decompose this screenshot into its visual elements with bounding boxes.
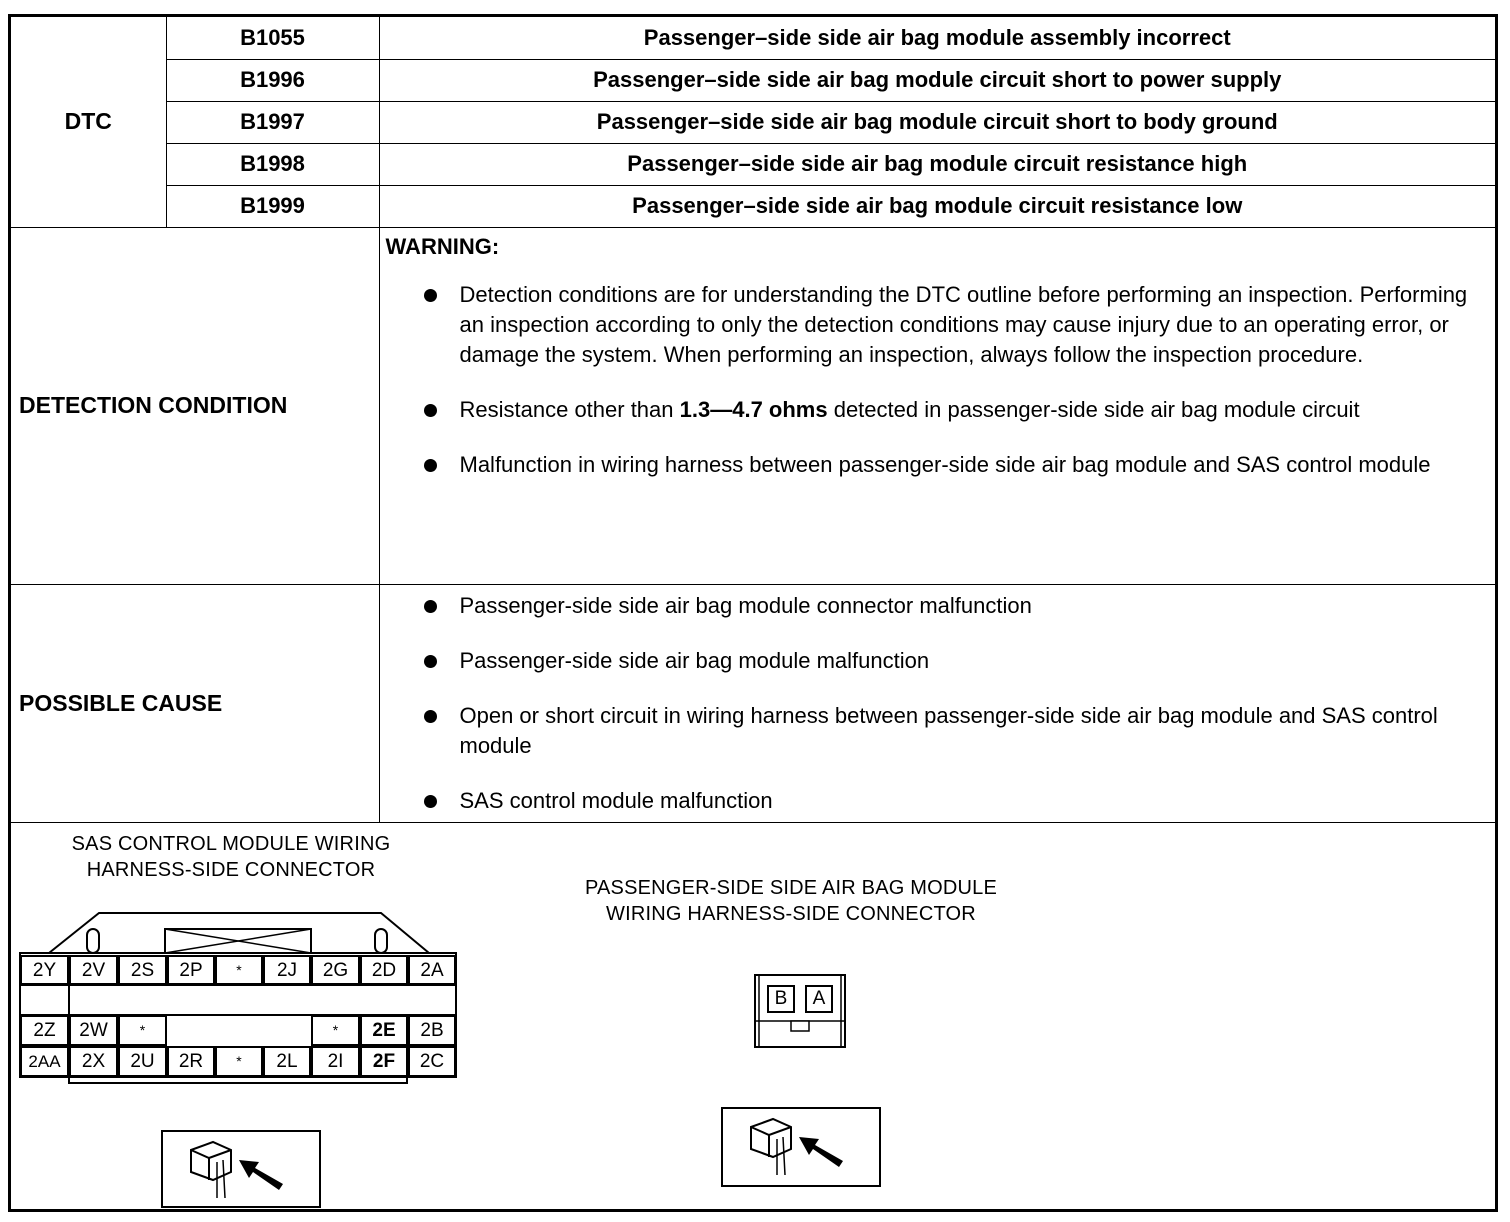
sas-title-line2: HARNESS-SIDE CONNECTOR [86, 859, 376, 881]
sas-pin: 2B [408, 1015, 456, 1046]
sas-pin: 2Y [20, 955, 69, 985]
list-item [460, 395, 1488, 425]
dtc-row [11, 143, 1495, 185]
list-item [460, 646, 1488, 676]
possible-cause-label: POSSIBLE CAUSE [11, 584, 379, 822]
list-item [460, 450, 1488, 480]
detection-condition-body [379, 227, 1495, 584]
bullet-icon [424, 655, 437, 668]
sas-pin: 2U [118, 1046, 167, 1077]
sas-pin: 2G [311, 955, 360, 985]
warning-title: WARNING: [385, 233, 500, 259]
sas-pin: 2R [167, 1046, 215, 1077]
detection-condition-label: DETECTION CONDITION [11, 227, 379, 584]
dtc-code: B1998 [166, 143, 379, 185]
passenger-connector-view-icon [721, 1107, 881, 1187]
dtc-label: DTC [11, 17, 166, 227]
bullet-icon [424, 795, 437, 808]
sas-latch-right [375, 929, 387, 953]
dtc-row [11, 185, 1495, 227]
cause-list [386, 591, 1488, 816]
bullet-icon [424, 710, 437, 723]
sas-connector-view-icon [161, 1130, 321, 1208]
dtc-row [11, 17, 1495, 59]
cause-text: Open or short circuit in wiring harness between passenger-side side air bag module and SAS control module [459, 702, 1438, 758]
dtc-description: Passenger–side side air bag module circuit resistance high [379, 143, 1495, 185]
sas-connector-empty-row [20, 985, 456, 1015]
list-item [460, 786, 1488, 816]
list-item [460, 701, 1488, 761]
passenger-pin: B [767, 985, 795, 1013]
dtc-description: Passenger–side side air bag module assembly incorrect [379, 17, 1495, 59]
cause-row [11, 584, 1495, 822]
bullet-icon [424, 404, 437, 417]
sas-pin: 2AA [20, 1046, 69, 1077]
dtc-row [11, 101, 1495, 143]
bullet-icon [424, 289, 437, 302]
dtc-code: B1999 [166, 185, 379, 227]
dtc-code: B1996 [166, 59, 379, 101]
sas-pin: 2L [263, 1046, 311, 1077]
dtc-detail-table [11, 17, 1495, 823]
sas-pin: 2X [69, 1046, 118, 1077]
page-frame [8, 14, 1498, 1212]
sas-title-line1: SAS CONTROL MODULE WIRING [71, 833, 391, 855]
sas-latch-left [87, 929, 99, 953]
list-item [460, 280, 1488, 370]
sas-pin: 2F [360, 1046, 408, 1077]
dtc-code: B1055 [166, 17, 379, 59]
resistance-spec: 1.3—4.7 ohms [679, 396, 828, 422]
list-item [460, 591, 1488, 621]
passenger-title-line2: WIRING HARNESS-SIDE CONNECTOR [606, 903, 976, 925]
sas-pin: 2Z [20, 1015, 69, 1046]
dtc-description: Passenger–side side air bag module circuit resistance low [379, 185, 1495, 227]
sas-pin: 2D [360, 955, 408, 985]
sas-pin: 2S [118, 955, 167, 985]
sas-pin: 2C [408, 1046, 456, 1077]
detection-text: Detection conditions are for understanding the DTC outline before performing an inspection. Performing an inspection according to only the detection conditions may cause injury due to an operating error, or damage the system. When performing an inspection, always follow the inspection procedure. [459, 281, 1468, 367]
passenger-connector-latch [791, 1021, 809, 1031]
dtc-code: B1997 [166, 101, 379, 143]
dtc-row [11, 59, 1495, 101]
connector-diagrams [11, 825, 1495, 1209]
sas-pin-unused: * [118, 1015, 167, 1046]
connector-view-arrow-icon [723, 1109, 879, 1185]
dtc-description: Passenger–side side air bag module circuit short to power supply [379, 59, 1495, 101]
detection-list [386, 280, 1488, 480]
bullet-icon [424, 600, 437, 613]
passenger-pin: A [805, 985, 833, 1013]
detection-text: Resistance other than [459, 396, 680, 422]
sas-pin: 2P [167, 955, 215, 985]
possible-cause-body [379, 584, 1495, 822]
detection-text: Malfunction in wiring harness between passenger-side side air bag module and SAS control module [459, 451, 1431, 477]
sas-pin: 2A [408, 955, 456, 985]
sas-pin: 2W [69, 1015, 118, 1046]
sas-pin: 2E [360, 1015, 408, 1046]
cause-text: Passenger-side side air bag module malfunction [459, 647, 930, 673]
sas-pin: 2V [69, 955, 118, 985]
bullet-icon [424, 459, 437, 472]
sas-pin-unused: * [311, 1015, 360, 1046]
dtc-description: Passenger–side side air bag module circuit short to body ground [379, 101, 1495, 143]
sas-pin: 2I [311, 1046, 360, 1077]
sas-pin-unused: * [215, 1046, 263, 1077]
connector-view-arrow-icon [163, 1132, 319, 1206]
sas-pin-unused: * [215, 955, 263, 985]
cause-text: Passenger-side side air bag module connector malfunction [459, 592, 1032, 618]
detection-row [11, 227, 1495, 584]
passenger-title-line1: PASSENGER-SIDE SIDE AIR BAG MODULE [584, 877, 998, 899]
sas-pin: 2J [263, 955, 311, 985]
cause-text: SAS control module malfunction [459, 787, 773, 813]
detection-text: detected in passenger-side side air bag module circuit [827, 396, 1360, 422]
